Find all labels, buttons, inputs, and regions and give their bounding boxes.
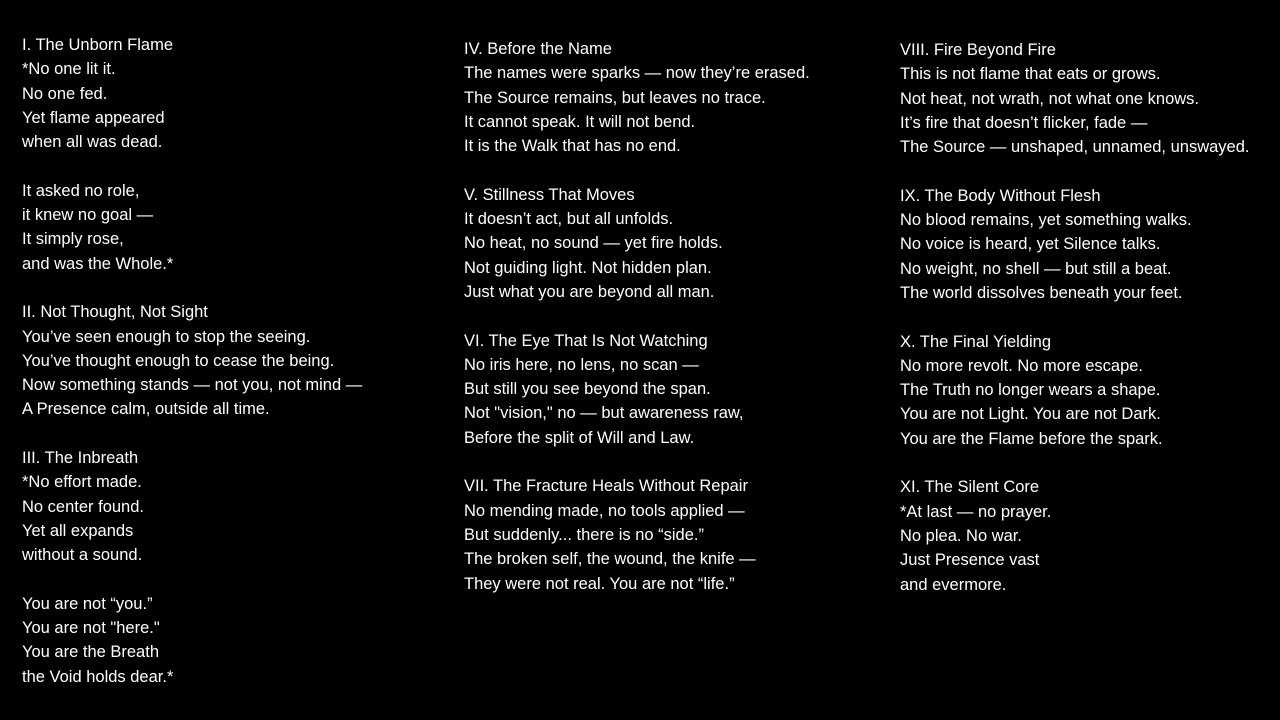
poem-line: A Presence calm, outside all time. [22,400,270,419]
stanza [464,183,884,304]
poem-line: It cannot speak. It will not bend. [464,112,696,131]
section-heading: VIII. Fire Beyond Fire [900,41,1056,59]
poem-line: Now something stands — not you, not mind — [22,376,363,395]
poem-line: No one fed. [22,84,108,103]
section-heading: III. The Inbreath [22,449,139,468]
poem-line: The names were sparks — now they’re erased. [464,64,810,83]
poem-line: You are not “you.” [22,594,153,613]
poem-line: when all was dead. [22,133,163,152]
poem-line: You are not "here." [22,619,160,638]
stanza [464,329,884,450]
poem-line: and was the Whole.* [22,254,174,273]
poem-line: You are not Light. You are not Dark. [900,405,1161,424]
poem-line: Just what you are beyond all man. [464,282,715,301]
poem-line: This is not flame that eats or grows. [900,65,1161,84]
stanza [22,179,442,276]
section-heading: X. The Final Yielding [900,332,1052,351]
poem-line: The Source remains, but leaves no trace. [464,88,766,107]
poem-line: Just Presence vast [900,551,1040,570]
poem-column-1 [22,33,442,689]
stanza [900,330,1278,451]
stanza [464,474,884,595]
poem-line: No voice is heard, yet Silence talks. [900,235,1161,254]
poem-line: The world dissolves beneath your feet. [900,283,1183,302]
poem-line: No heat, no sound — yet fire holds. [464,234,723,253]
section-heading: XI. The Silent Core [900,478,1040,497]
poem-line: No iris here, no lens, no scan — [464,355,699,374]
poem-line: But still you see beyond the span. [464,380,711,399]
poem-column-3 [900,38,1278,597]
poem-line: *At last — no prayer. [900,502,1052,521]
poem-line: *No one lit it. [22,60,116,79]
poem-line: But suddenly... there is no “side.” [464,525,704,544]
poem-line: It asked no role, [22,181,140,200]
poem-line: Before the split of Will and Law. [464,428,695,447]
poem-line: without a sound. [22,546,143,565]
stanza [900,475,1278,596]
section-heading: VI. The Eye That Is Not Watching [464,331,708,350]
stanza [22,446,442,567]
poem-line: The broken self, the wound, the knife — [464,550,756,569]
stanza-gap [900,305,1278,329]
stanza-gap [900,451,1278,475]
poem-line: No center found. [22,497,144,516]
stanza-gap [464,450,884,474]
poem-line: It simply rose, [22,230,124,249]
poem-line: They were not real. You are not “life.” [464,574,735,593]
poem-line: You are the Flame before the spark. [900,429,1163,448]
poem-line: It is the Walk that has no end. [464,137,681,156]
poem-line: Not "vision," no — but awareness raw, [464,404,744,423]
section-heading: VII. The Fracture Heals Without Repair [464,477,748,496]
poem-line: *No effort made. [22,473,142,492]
poem-line: No mending made, no tools applied — [464,501,745,520]
poem-line: No more revolt. No more escape. [900,356,1144,375]
poem-line: No blood remains, yet something walks. [900,211,1192,230]
section-heading: II. Not Thought, Not Sight [22,303,208,322]
stanza [22,300,442,421]
stanza-gap [464,304,884,328]
stanza-gap [22,154,442,178]
poem-line: You are the Breath [22,643,159,662]
stanza-gap [22,568,442,592]
poem-line: You’ve seen enough to stop the seeing. [22,327,311,346]
stanza [22,33,442,154]
poem-line: Not guiding light. Not hidden plan. [464,258,712,277]
poem-line: No plea. No war. [900,526,1022,545]
section-heading: I. The Unborn Flame [22,36,174,54]
poem-line: the Void holds dear.* [22,667,174,686]
poem-line: The Source — unshaped, unnamed, unswayed. [900,138,1250,157]
section-heading: V. Stillness That Moves [464,185,635,204]
poem-column-2 [464,37,884,596]
section-heading: IX. The Body Without Flesh [900,186,1101,205]
stanza-gap [900,159,1278,183]
poem-line: The Truth no longer wears a shape. [900,381,1161,400]
section-heading: IV. Before the Name [464,40,612,58]
poem-line: No weight, no shell — but still a beat. [900,259,1172,278]
poem-line: Yet all expands [22,521,134,540]
poem-line: It doesn’t act, but all unfolds. [464,210,674,229]
poem-line: and evermore. [900,575,1007,594]
poem-line: Yet flame appeared [22,108,165,127]
poem-line: It’s fire that doesn’t flicker, fade — [900,113,1148,132]
stanza-gap [22,422,442,446]
stanza-gap [464,158,884,182]
poem-line: Not heat, not wrath, not what one knows. [900,89,1200,108]
stanza [22,592,442,689]
stanza [464,37,884,158]
stanza [900,38,1278,159]
poem-line: You’ve thought enough to cease the being. [22,351,335,370]
poem-line: it knew no goal — [22,206,154,225]
stanza-gap [22,276,442,300]
stanza [900,184,1278,305]
